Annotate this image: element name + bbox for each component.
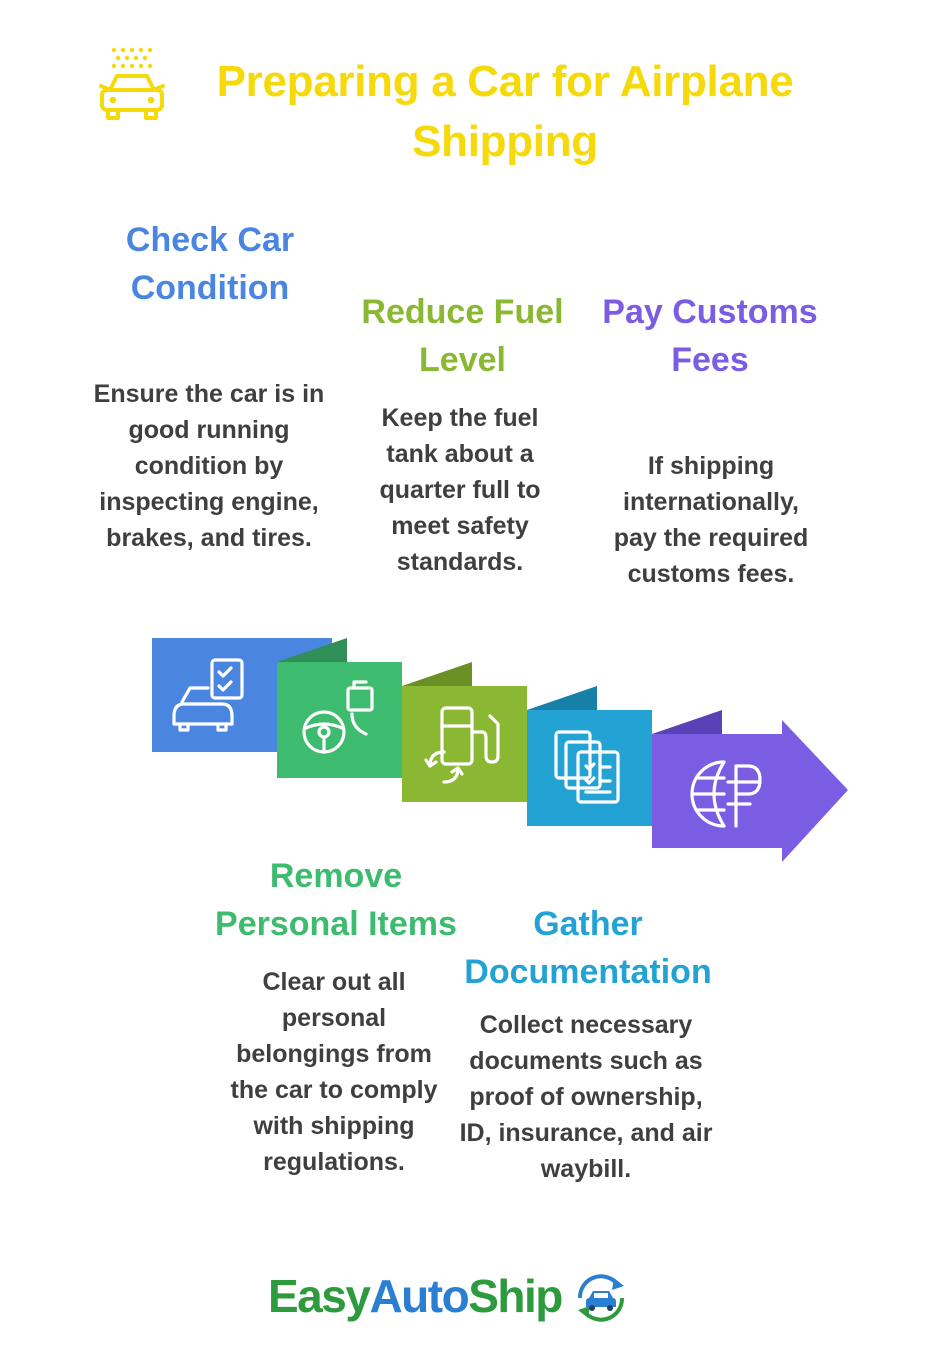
logo-text-ship: Ship	[468, 1270, 562, 1322]
car-wash-icon	[96, 44, 168, 124]
step-description-remove-personal-items: Clear out all personal belongings from the car to comply with shipping regulations.	[230, 968, 438, 1176]
step-description-reduce-fuel-level: Keep the fuel tank about a quarter full to meet safety standards.	[379, 404, 541, 576]
step-description-pay-customs-fees: If shipping internationally, pay the required customs fees.	[613, 452, 809, 588]
step-title-reduce-fuel-level: Reduce Fuel Level	[361, 293, 564, 379]
logo-text-auto: Auto	[369, 1270, 469, 1322]
globe-currency-icon	[682, 752, 770, 836]
page-title: Preparing a Car for Airplane Shipping	[216, 57, 794, 166]
step-title-remove-personal-items: Remove Personal Items	[215, 857, 457, 943]
step-description-gather-documentation: Collect necessary documents such as proof of ownership, ID, insurance, and air waybill.	[459, 1011, 713, 1183]
step-title-gather-documentation: Gather Documentation	[464, 905, 712, 991]
logo-text-easy: Easy	[268, 1270, 370, 1322]
fuel-pump-icon	[422, 702, 504, 786]
step-title-check-car-condition: Check Car Condition	[125, 221, 295, 307]
car-cycle-icon	[574, 1272, 628, 1324]
documents-icon	[552, 726, 628, 808]
car-checklist-icon	[168, 656, 250, 736]
steering-wheel-icon	[294, 678, 384, 762]
step-title-pay-customs-fees: Pay Customs Fees	[602, 293, 818, 379]
logo	[268, 1268, 562, 1324]
step-description-check-car-condition: Ensure the car is in good running condition by inspecting engine, brakes, and tires.	[93, 380, 325, 552]
